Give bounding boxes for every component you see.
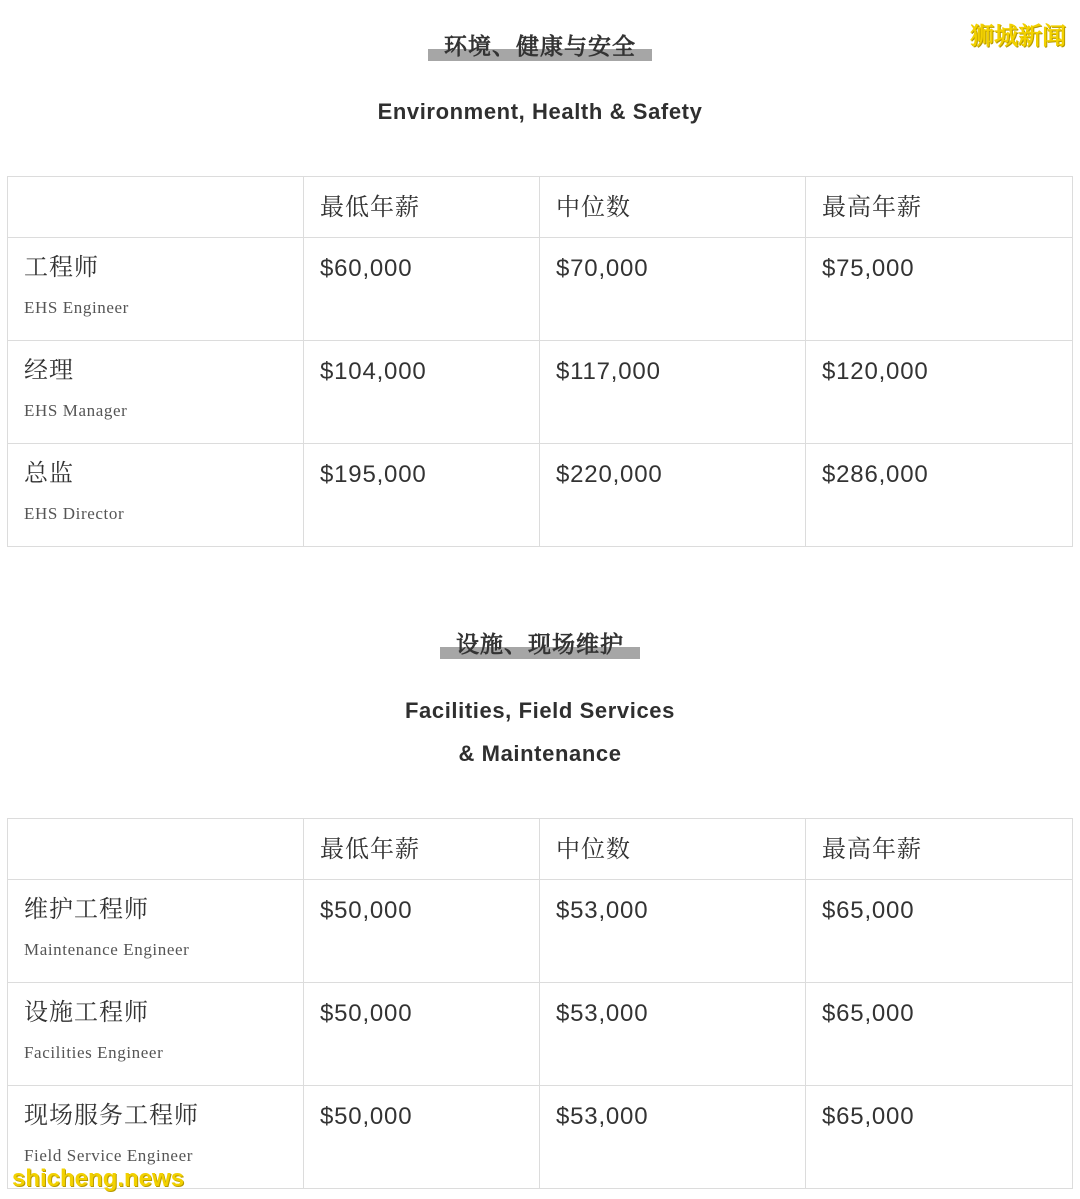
max-salary-cell: $75,000 xyxy=(806,238,1073,341)
median-salary-cell: $117,000 xyxy=(540,341,806,444)
role-name-en: EHS Engineer xyxy=(24,298,129,317)
role-cell xyxy=(8,341,304,444)
role-name-en: Maintenance Engineer xyxy=(24,940,190,959)
max-salary-cell: $65,000 xyxy=(806,880,1073,983)
header-cell-median: 中位数 xyxy=(540,177,806,238)
header-cell-max: 最高年薪 xyxy=(806,177,1073,238)
role-cell xyxy=(8,444,304,547)
min-salary-cell: $104,000 xyxy=(304,341,540,444)
role-name-en: EHS Director xyxy=(24,504,125,523)
min-salary-cell: $60,000 xyxy=(304,238,540,341)
min-salary-cell: $195,000 xyxy=(304,444,540,547)
table-row xyxy=(8,880,1073,983)
min-salary-cell: $50,000 xyxy=(304,1086,540,1189)
section-ehs-title-cn: 环境、健康与安全 xyxy=(428,28,652,61)
section-facilities-title-en-line2: & Maintenance xyxy=(458,741,622,766)
section-facilities-heading xyxy=(0,626,1080,659)
min-salary-cell: $50,000 xyxy=(304,983,540,1086)
max-salary-cell: $120,000 xyxy=(806,341,1073,444)
role-name-en: Field Service Engineer xyxy=(24,1146,193,1165)
role-name-cn: 经理 xyxy=(24,356,74,384)
section-facilities-title-cn: 设施、现场维护 xyxy=(440,626,640,659)
max-salary-cell: $286,000 xyxy=(806,444,1073,547)
median-salary-cell: $220,000 xyxy=(540,444,806,547)
section-facilities-title-en-line1: Facilities, Field Services xyxy=(405,698,675,723)
header-cell-empty xyxy=(8,819,304,880)
header-cell-min: 最低年薪 xyxy=(304,819,540,880)
role-name-en: EHS Manager xyxy=(24,401,128,420)
ehs-salary-table xyxy=(7,176,1073,547)
role-cell xyxy=(8,880,304,983)
table-header-row xyxy=(8,177,1073,238)
max-salary-cell: $65,000 xyxy=(806,1086,1073,1189)
table-row xyxy=(8,983,1073,1086)
role-name-cn: 工程师 xyxy=(24,253,99,281)
max-salary-cell: $65,000 xyxy=(806,983,1073,1086)
table-row xyxy=(8,238,1073,341)
brand-watermark: 狮城新闻 xyxy=(970,22,1066,50)
header-cell-empty xyxy=(8,177,304,238)
min-salary-cell: $50,000 xyxy=(304,880,540,983)
role-name-cn: 设施工程师 xyxy=(24,998,149,1026)
role-name-cn: 现场服务工程师 xyxy=(24,1101,199,1129)
header-cell-min: 最低年薪 xyxy=(304,177,540,238)
section-ehs-title-en: Environment, Health & Safety xyxy=(377,99,703,124)
role-name-cn: 总监 xyxy=(24,459,74,487)
role-name-en: Facilities Engineer xyxy=(24,1043,164,1062)
role-name-cn: 维护工程师 xyxy=(24,895,149,923)
median-salary-cell: $53,000 xyxy=(540,880,806,983)
median-salary-cell: $53,000 xyxy=(540,1086,806,1189)
role-cell xyxy=(8,238,304,341)
table-row xyxy=(8,341,1073,444)
site-watermark: shicheng.news xyxy=(12,1165,185,1192)
header-cell-median: 中位数 xyxy=(540,819,806,880)
median-salary-cell: $53,000 xyxy=(540,983,806,1086)
section-ehs-heading xyxy=(0,28,1080,61)
role-cell xyxy=(8,983,304,1086)
table-row xyxy=(8,444,1073,547)
table-header-row xyxy=(8,819,1073,880)
facilities-salary-table xyxy=(7,818,1073,1189)
header-cell-max: 最高年薪 xyxy=(806,819,1073,880)
median-salary-cell: $70,000 xyxy=(540,238,806,341)
